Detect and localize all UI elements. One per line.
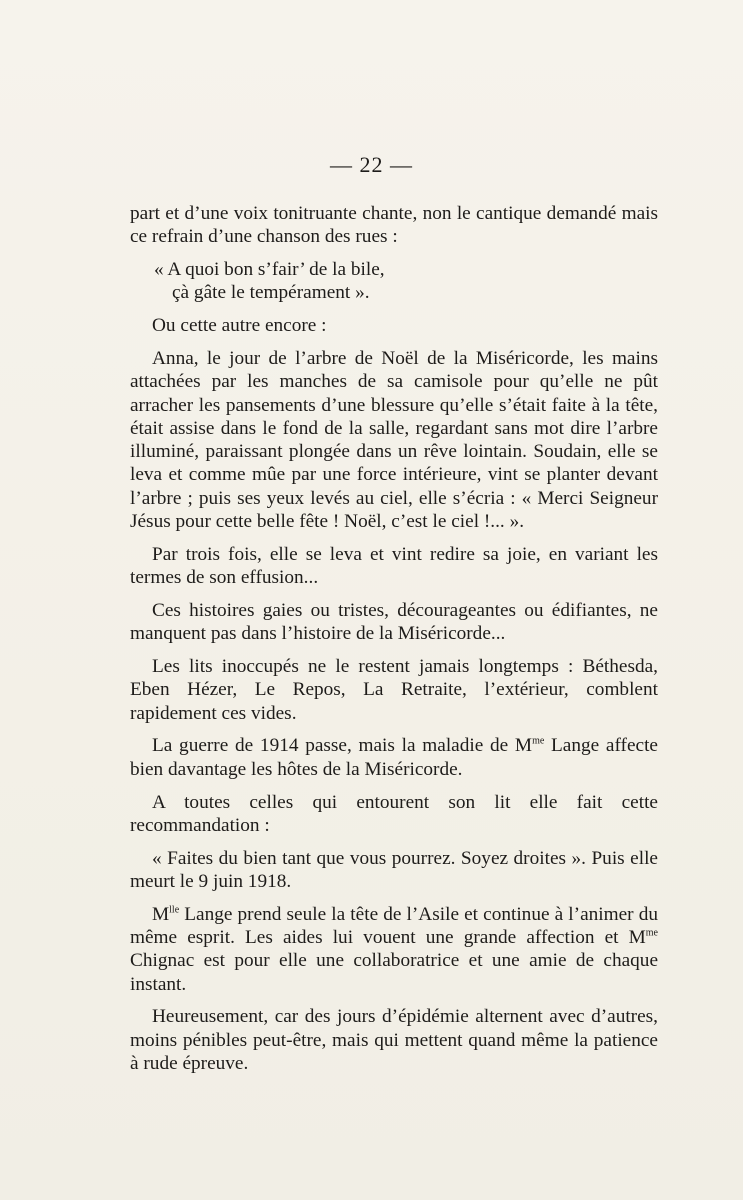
paragraph-11-end: Chignac est pour elle une collaboratrice et une amie de chaque instant. bbox=[130, 950, 658, 995]
paragraph-9: A toutes celles qui entourent son lit elle fait cette recommandation : bbox=[130, 791, 658, 836]
paragraph-8 bbox=[130, 734, 658, 781]
song-verse bbox=[154, 258, 658, 305]
paragraph-7: Les lits inoccupés ne le restent jamais longtemps : Béthesda, Eben Hézer, Le Repos, La Retraite, l’extérieur, comblent rapidement ces vides. bbox=[130, 656, 658, 724]
paragraph-3: Ou cette autre encore : bbox=[152, 315, 327, 337]
paragraph-5: Par trois fois, elle se leva et vint redire sa joie, en variant les termes de son effusion... bbox=[130, 543, 658, 589]
page-number: — 22 — bbox=[330, 152, 413, 177]
superscript-lle: lle bbox=[169, 904, 180, 916]
superscript-me: me bbox=[532, 736, 545, 748]
paragraph-6: Ces histoires gaies ou tristes, décourageantes ou édifiantes, ne manquent pas dans l’histoire de la Miséricorde... bbox=[130, 599, 658, 645]
superscript-me-2: me bbox=[645, 927, 658, 939]
paragraph-4: Anna, le jour de l’arbre de Noël de la Miséricorde, les mains attachées par les manches de sa camisole pour qu’elle ne pût arracher les pansements d’une blessure qu’elle s’était faite à la tête, était assise dans le fond de la salle, regardant sans mot dire l’arbre illuminé, paraissant plongée dans un rêve lointain. Soudain, elle se leva et comme mûe par une force intérieure, vint se planter devant l’arbre ; puis ses yeux levés au ciel, elle s’écria : « Merci Seigneur Jésus pour cette belle fête ! Noël, c’est le ciel !... ». bbox=[130, 347, 658, 533]
paragraph-1: part et d’une voix tonitruante chante, non le cantique demandé mais ce refrain d’une chanson des rues : bbox=[130, 203, 658, 248]
paragraph-8-end: Lange affecte bien davantage les hôtes de la Miséricorde. bbox=[130, 735, 658, 780]
paragraph-11-start: M bbox=[152, 903, 170, 925]
paragraph-12: Heureusement, car des jours d’épidémie alternent avec d’autres, moins pénibles peut-être, mais qui mettent quand même la patience à rude épreuve. bbox=[130, 1006, 658, 1074]
paragraph-10: « Faites du bien tant que vous pourrez. Soyez droites ». Puis elle meurt le 9 juin 1918. bbox=[130, 847, 658, 892]
body-text bbox=[130, 202, 658, 1085]
paragraph-8-start: La guerre de 1914 passe, mais la maladie de M bbox=[152, 735, 533, 757]
paragraph-11 bbox=[130, 903, 658, 996]
paragraph-11-middle: Lange prend seule la tête de l’Asile et continue à l’animer du même esprit. Les aides lui vouent une grande affection et M bbox=[130, 903, 658, 949]
verse-line-2: çà gâte le tempérament ». bbox=[172, 282, 370, 304]
verse-line-1: « A quoi bon s’fair’ de la bile, bbox=[154, 259, 385, 281]
